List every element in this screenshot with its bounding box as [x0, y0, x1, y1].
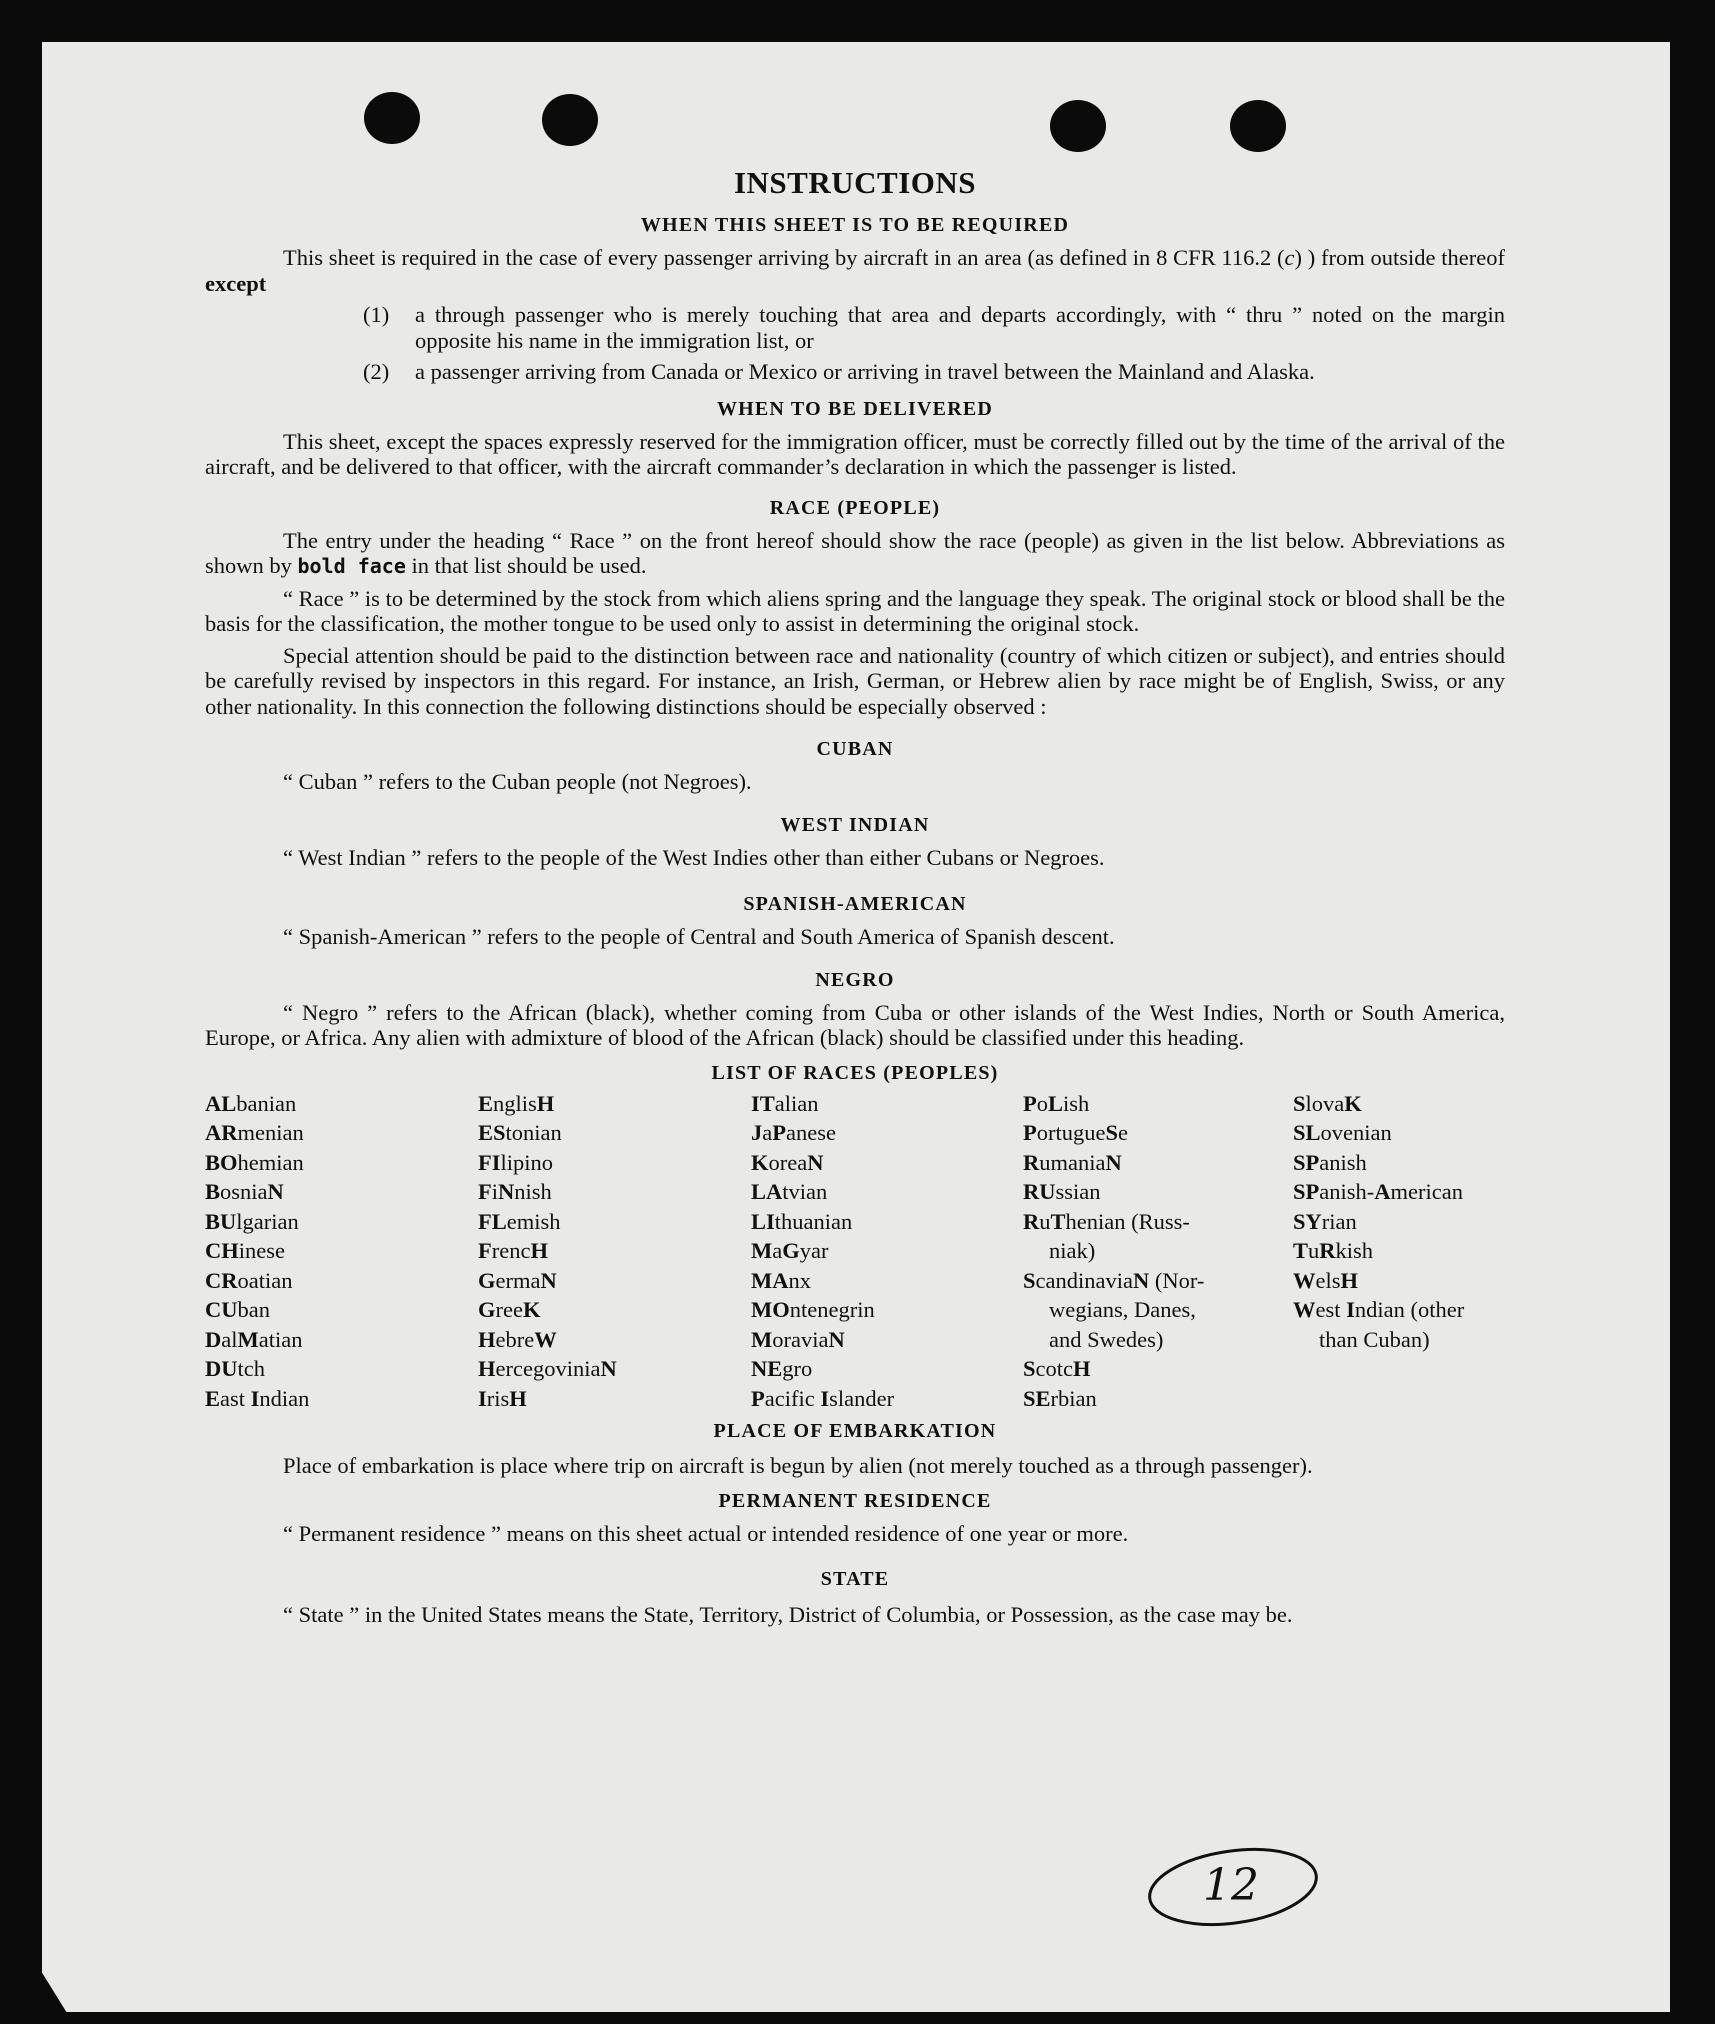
- race-abbreviation: P: [1023, 1090, 1037, 1116]
- page-number-text: 12: [1203, 1860, 1259, 1911]
- race-abbreviation: IT: [751, 1090, 775, 1116]
- race-abbreviation: E: [478, 1090, 494, 1116]
- race-entry: [478, 1089, 751, 1119]
- race-abbreviation: SE: [1023, 1385, 1051, 1411]
- race-text: erma: [495, 1267, 541, 1293]
- race-text: anish: [1319, 1149, 1367, 1175]
- race-abbreviation: SY: [1293, 1208, 1322, 1234]
- race-text: tonian: [505, 1120, 562, 1145]
- race-abbreviation: T: [1293, 1238, 1309, 1263]
- race-text: acific: [764, 1385, 821, 1411]
- heading-when-delivered: WHEN TO BE DELIVERED: [716, 397, 994, 420]
- paragraph-race-1: The entry under the heading “ Race ” on the front hereof should show the race (people) as given in the list below. Abbreviations as shown by bold face in that list should be used.: [205, 527, 1505, 578]
- handwritten-page-number: [1143, 1842, 1323, 1932]
- race-abbreviation: SP: [1293, 1179, 1320, 1204]
- race-entry: [478, 1177, 751, 1207]
- races-column: [478, 1089, 751, 1414]
- race-text: ntenegrin: [789, 1297, 875, 1322]
- race-abbreviation: S: [1293, 1090, 1306, 1116]
- race-text: ree: [495, 1297, 523, 1322]
- race-abbreviation: N: [498, 1179, 515, 1204]
- race-entry: [1023, 1118, 1293, 1148]
- race-abbreviation: P: [1023, 1120, 1037, 1145]
- race-entry: [751, 1089, 1023, 1119]
- race-abbreviation: H: [1340, 1267, 1359, 1293]
- races-column: [751, 1089, 1023, 1414]
- instructions-content: [205, 165, 1505, 1637]
- race-abbreviation: M: [751, 1238, 773, 1263]
- race-entry: [751, 1266, 1023, 1296]
- race-text: and Swedes): [1049, 1326, 1164, 1352]
- race-entry: [205, 1148, 478, 1178]
- paragraph-when-delivered: This sheet, except the spaces expressly reserved for the immigration officer, must be correctly filled out by the time of the arrival of the aircraft, and be delivered to that officer, with the aircraft commander’s declaration in which the passenger is listed.: [205, 428, 1505, 479]
- race-text: emish: [506, 1208, 561, 1234]
- race-abbreviation: N: [807, 1149, 824, 1175]
- punch-hole: [1050, 100, 1106, 152]
- race-text: ban: [237, 1297, 270, 1322]
- heading-west-indian: WEST INDIAN: [780, 813, 930, 836]
- race-abbreviation: S: [1023, 1267, 1036, 1293]
- race-abbreviation: G: [478, 1297, 496, 1322]
- race-text: thuanian: [774, 1208, 853, 1234]
- race-abbreviation: H: [1073, 1356, 1091, 1381]
- race-text: ndian: [259, 1385, 310, 1411]
- race-text: inese: [238, 1238, 285, 1263]
- race-text: ndian (other: [1354, 1297, 1465, 1322]
- race-text: kish: [1335, 1238, 1374, 1263]
- race-abbreviation: G: [782, 1238, 800, 1263]
- race-abbreviation: LI: [751, 1208, 775, 1234]
- race-entry: [478, 1295, 751, 1325]
- race-entry: [751, 1177, 1023, 1207]
- race-text: menian: [237, 1120, 304, 1145]
- race-entry: [751, 1354, 1023, 1384]
- race-text: ast: [220, 1385, 251, 1411]
- race-text: atian: [258, 1326, 303, 1352]
- race-abbreviation: K: [1344, 1090, 1362, 1116]
- race-entry: [1023, 1148, 1293, 1178]
- race-text: ovenian: [1320, 1120, 1392, 1145]
- race-text: candinavia: [1035, 1267, 1133, 1293]
- race-text: renc: [491, 1238, 531, 1263]
- race-text: ssian: [1055, 1179, 1101, 1204]
- race-text: i: [491, 1179, 499, 1204]
- race-text: ris: [486, 1385, 510, 1411]
- race-entry: [205, 1207, 478, 1237]
- race-entry: [751, 1148, 1023, 1178]
- race-text: alian: [774, 1090, 819, 1116]
- race-abbreviation: H: [536, 1090, 555, 1116]
- race-text: orea: [768, 1149, 808, 1175]
- paragraph-embarkation: Place of embarkation is place where trip on aircraft is begun by alien (not merely touched as a through passenger).: [283, 1453, 1313, 1478]
- race-abbreviation: CU: [205, 1297, 238, 1322]
- heading-when-required: WHEN THIS SHEET IS TO BE REQUIRED: [640, 214, 1070, 236]
- race-abbreviation: R: [1319, 1238, 1336, 1263]
- race-text: nish: [514, 1179, 552, 1204]
- race-abbreviation: W: [1293, 1297, 1316, 1322]
- race-abbreviation: L: [1048, 1090, 1064, 1116]
- race-abbreviation: D: [205, 1326, 222, 1352]
- race-entry: [1293, 1118, 1505, 1148]
- race-abbreviation: H: [509, 1385, 527, 1411]
- heading-race: RACE (PEOPLE): [769, 496, 941, 519]
- race-abbreviation: N: [540, 1267, 557, 1293]
- heading-spanish-american: SPANISH-AMERICAN: [743, 893, 967, 915]
- race-entry: [205, 1118, 478, 1148]
- races-column: [205, 1089, 478, 1414]
- race-text: oatian: [237, 1267, 293, 1293]
- race-abbreviation: SP: [1293, 1149, 1320, 1175]
- race-text: oravia: [772, 1326, 829, 1352]
- race-entry: [1023, 1354, 1293, 1384]
- list-item: (2) a passenger arriving from Canada or Mexico or arriving in travel between the Mainland and Alaska.: [363, 359, 1315, 384]
- paragraph-spanish-american: “ Spanish-American ” refers to the people of Central and South America of Spanish descent.: [283, 924, 1115, 949]
- race-text: anish-: [1319, 1179, 1375, 1204]
- race-text: (Nor-: [1149, 1267, 1205, 1293]
- race-entry: [205, 1325, 478, 1355]
- race-abbreviation: J: [751, 1120, 763, 1145]
- race-abbreviation: I: [478, 1385, 487, 1411]
- race-abbreviation: P: [751, 1385, 765, 1411]
- heading-negro: NEGRO: [815, 968, 895, 991]
- paragraph-race-3: Special attention should be paid to the distinction between race and nationality (country of which citizen or subject), and entries should be carefully revised by inspectors in this regard. For instance, an Irish, German, or Hebrew alien by race might be of English, Swiss, or any other nationality. In this connection the following distinctions should be especially observed :: [205, 642, 1505, 719]
- race-abbreviation: R: [1023, 1149, 1040, 1175]
- heading-embarkation: PLACE OF EMBARKATION: [713, 1420, 997, 1442]
- list-item: (1) a through passenger who is merely touching that area and departs accordingly, with “ thru ” noted on the margin opposite his name in the immigration list, or: [363, 302, 1505, 353]
- race-text: o: [1036, 1090, 1048, 1116]
- race-entry: [478, 1325, 751, 1355]
- race-entry: [478, 1207, 751, 1237]
- race-abbreviation: CH: [205, 1238, 239, 1263]
- race-entry: [205, 1354, 478, 1384]
- race-abbreviation: P: [772, 1120, 786, 1145]
- race-entry: [205, 1089, 478, 1119]
- race-text: e: [1118, 1120, 1128, 1145]
- race-abbreviation: S: [1105, 1120, 1118, 1145]
- race-text: banian: [236, 1090, 297, 1116]
- race-text: els: [1315, 1267, 1341, 1293]
- race-entry: [478, 1118, 751, 1148]
- race-entry: [478, 1236, 751, 1266]
- race-entry: [1293, 1207, 1505, 1237]
- race-entry: [1023, 1207, 1293, 1237]
- race-abbreviation: H: [478, 1356, 496, 1381]
- race-entry: [751, 1295, 1023, 1325]
- race-abbreviation: RU: [1023, 1179, 1056, 1204]
- race-text: est: [1315, 1297, 1347, 1322]
- race-text: osnia: [220, 1179, 268, 1204]
- race-text: tvian: [782, 1179, 828, 1204]
- race-text: nx: [788, 1267, 811, 1293]
- race-entry: [1293, 1295, 1505, 1325]
- race-text: wegians, Danes,: [1049, 1297, 1196, 1322]
- heading-state: STATE: [820, 1567, 890, 1590]
- race-entry: [1293, 1236, 1505, 1266]
- race-abbreviation: T: [1050, 1208, 1066, 1234]
- race-abbreviation: ES: [478, 1120, 506, 1145]
- punch-hole: [1230, 100, 1286, 152]
- races-column: [1023, 1089, 1293, 1414]
- paragraph-when-required: This sheet is required in the case of every passenger arriving by aircraft in an area (as defined in 8 CFR 116.2 (c) ) from outside thereof except: [205, 245, 1505, 296]
- paragraph-negro: “ Negro ” refers to the African (black), whether coming from Cuba or other islands of the West Indies, North or South America, Europe, or Africa. Any alien with admixture of blood of the African (black) should be classified under this heading.: [205, 999, 1505, 1050]
- race-entry: [1023, 1384, 1293, 1414]
- race-text: slander: [829, 1385, 895, 1411]
- race-abbreviation: BO: [205, 1149, 238, 1175]
- race-entry: [1023, 1177, 1293, 1207]
- punch-hole: [364, 92, 420, 144]
- race-abbreviation: NE: [751, 1356, 783, 1381]
- race-text: nglis: [493, 1090, 537, 1116]
- race-text: yar: [799, 1238, 829, 1263]
- heading-list-of-races: LIST OF RACES (PEOPLES): [711, 1061, 999, 1084]
- race-text: lgarian: [236, 1208, 299, 1234]
- race-entry: [751, 1236, 1023, 1266]
- race-entry: [205, 1236, 478, 1266]
- heading-cuban: CUBAN: [816, 738, 894, 760]
- race-text: al: [221, 1326, 238, 1352]
- race-abbreviation: M: [751, 1326, 773, 1352]
- race-entry: [1293, 1177, 1505, 1207]
- race-entry: [751, 1207, 1023, 1237]
- race-abbreviation: I: [820, 1385, 830, 1411]
- race-entry: [1293, 1148, 1505, 1178]
- race-abbreviation: DU: [205, 1356, 238, 1381]
- race-text: niak): [1049, 1238, 1096, 1263]
- race-abbreviation: FL: [478, 1208, 507, 1234]
- race-entry: [1023, 1266, 1293, 1296]
- race-abbreviation: LA: [751, 1179, 783, 1204]
- race-text: hemian: [237, 1149, 304, 1175]
- race-text: a: [762, 1120, 773, 1145]
- race-abbreviation: FI: [478, 1149, 501, 1175]
- race-abbreviation: SL: [1293, 1120, 1321, 1145]
- race-text: henian (Russ-: [1065, 1208, 1190, 1234]
- race-abbreviation: F: [478, 1179, 492, 1204]
- race-abbreviation: H: [478, 1326, 496, 1352]
- race-abbreviation: W: [1293, 1267, 1316, 1293]
- race-text: rbian: [1050, 1385, 1097, 1411]
- race-abbreviation: BU: [205, 1208, 237, 1234]
- race-abbreviation: K: [522, 1297, 541, 1322]
- race-text: than Cuban): [1319, 1326, 1430, 1352]
- race-abbreviation: E: [205, 1385, 221, 1411]
- race-text: lipino: [500, 1149, 554, 1175]
- race-abbreviation: K: [751, 1149, 769, 1175]
- race-text: tch: [237, 1356, 265, 1381]
- page-title: INSTRUCTIONS: [733, 165, 976, 200]
- race-entry: [205, 1384, 478, 1414]
- paragraph-west-indian: “ West Indian ” refers to the people of the West Indies other than either Cubans or Negroes.: [283, 844, 1105, 870]
- race-entry: [1023, 1236, 1293, 1266]
- race-text: u: [1039, 1208, 1051, 1234]
- race-entry: [478, 1384, 751, 1414]
- race-text: ebre: [495, 1326, 535, 1352]
- races-list: [205, 1089, 1505, 1414]
- race-text: merican: [1390, 1179, 1463, 1204]
- race-text: umania: [1039, 1149, 1106, 1175]
- race-entry: [1293, 1325, 1505, 1355]
- race-entry: [478, 1148, 751, 1178]
- race-entry: [478, 1354, 751, 1384]
- race-text: cotc: [1035, 1356, 1073, 1381]
- races-column: [1293, 1089, 1505, 1414]
- race-abbreviation: N: [828, 1326, 845, 1352]
- race-abbreviation: CR: [205, 1267, 238, 1293]
- race-entry: [1293, 1266, 1505, 1296]
- heading-permanent-residence: PERMANENT RESIDENCE: [718, 1490, 992, 1512]
- race-text: u: [1308, 1238, 1320, 1263]
- race-abbreviation: F: [478, 1238, 492, 1263]
- race-abbreviation: N: [267, 1179, 284, 1204]
- race-abbreviation: S: [1023, 1356, 1036, 1381]
- race-abbreviation: I: [1346, 1297, 1355, 1322]
- paragraph-cuban: “ Cuban ” refers to the Cuban people (not Negroes).: [283, 769, 752, 794]
- paragraph-state: “ State ” in the United States means the State, Territory, District of Columbia, or Possession, as the case may be.: [283, 1601, 1293, 1627]
- race-text: a: [772, 1238, 783, 1263]
- race-entry: [205, 1266, 478, 1296]
- race-abbreviation: A: [1374, 1179, 1391, 1204]
- race-abbreviation: I: [250, 1385, 260, 1411]
- race-abbreviation: W: [534, 1326, 557, 1352]
- race-abbreviation: N: [600, 1356, 617, 1381]
- punch-hole: [542, 94, 598, 146]
- race-entry: [1023, 1089, 1293, 1119]
- race-text: ortugue: [1036, 1120, 1106, 1145]
- race-entry: [1023, 1295, 1293, 1325]
- race-text: rian: [1321, 1208, 1357, 1234]
- race-text: ish: [1063, 1090, 1090, 1116]
- race-entry: [751, 1118, 1023, 1148]
- race-abbreviation: B: [205, 1179, 221, 1204]
- race-abbreviation: N: [1105, 1149, 1122, 1175]
- race-abbreviation: MO: [751, 1297, 790, 1322]
- race-entry: [751, 1384, 1023, 1414]
- race-abbreviation: AR: [205, 1120, 238, 1145]
- race-entry: [478, 1266, 751, 1296]
- race-abbreviation: N: [1132, 1267, 1150, 1293]
- race-abbreviation: R: [1023, 1208, 1040, 1234]
- race-abbreviation: AL: [205, 1090, 237, 1116]
- race-abbreviation: H: [530, 1238, 548, 1263]
- race-entry: [205, 1295, 478, 1325]
- race-abbreviation: MA: [751, 1267, 789, 1293]
- race-text: ercegovinia: [495, 1356, 601, 1381]
- race-entry: [1293, 1089, 1505, 1119]
- race-entry: [751, 1325, 1023, 1355]
- race-abbreviation: M: [237, 1326, 259, 1352]
- race-abbreviation: G: [478, 1267, 496, 1293]
- race-text: lova: [1305, 1090, 1345, 1116]
- race-entry: [1023, 1325, 1293, 1355]
- race-text: gro: [782, 1356, 813, 1381]
- paragraph-race-2: “ Race ” is to be determined by the stock from which aliens spring and the language they speak. The original stock or blood shall be the basis for the classification, the mother tongue to be used only to assist in determining the original stock.: [205, 585, 1505, 636]
- race-entry: [205, 1177, 478, 1207]
- paragraph-permanent-residence: “ Permanent residence ” means on this sheet actual or intended residence of one year or more.: [283, 1521, 1129, 1546]
- race-text: anese: [786, 1120, 836, 1145]
